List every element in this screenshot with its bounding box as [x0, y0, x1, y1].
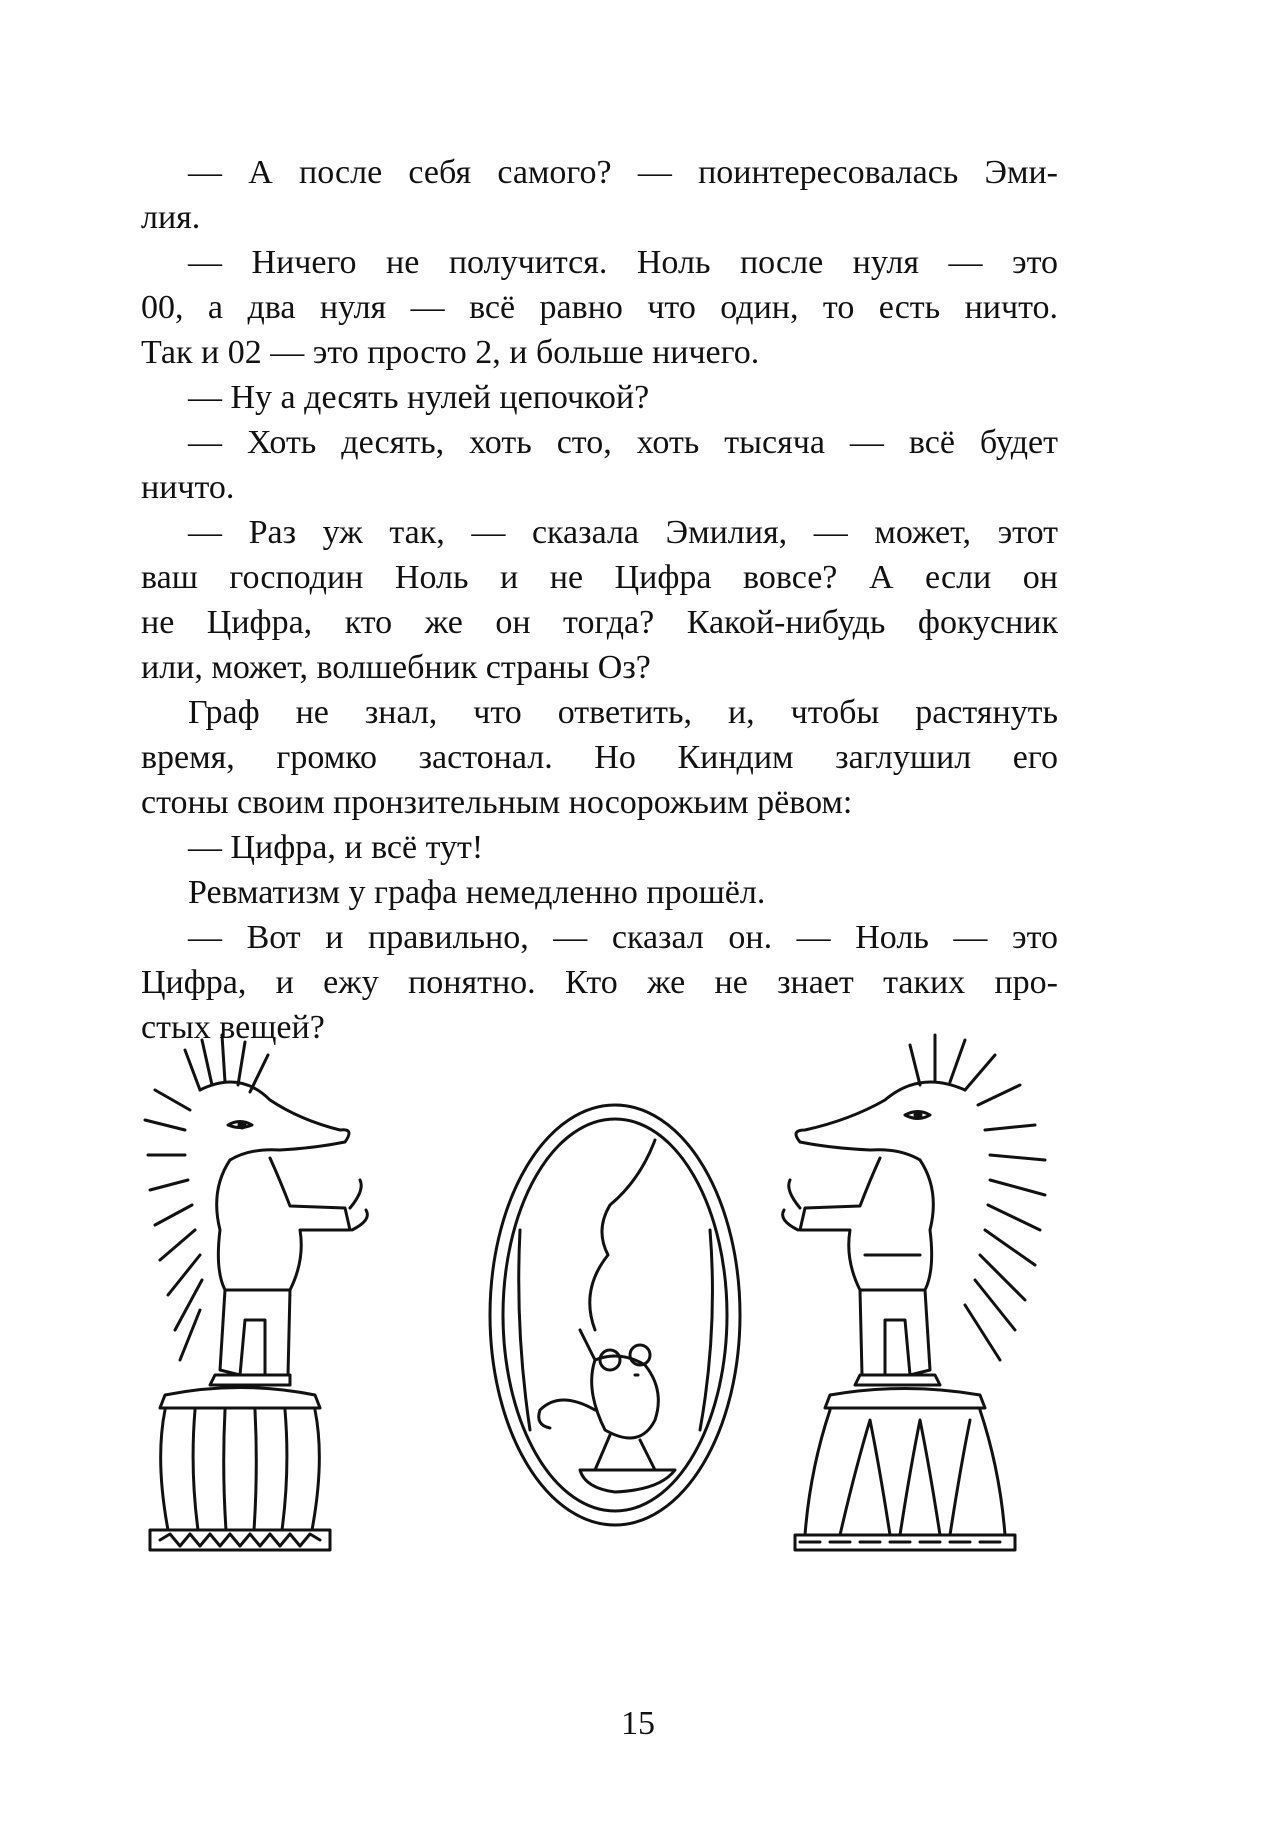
text-line: или, может, волшебник страны Оз?	[141, 649, 651, 686]
text-line: — А после себя самого? — поинтересовалась Эми-	[188, 154, 1058, 191]
text-line: Ревматизм у графа немедленно прошёл.	[188, 874, 766, 911]
text-line: время, громко застонал. Но Киндим заглушил его	[141, 739, 1058, 776]
text-line: стоны своим пронзительным носорожьим рёвом:	[141, 784, 853, 821]
text-line: Цифра, и ежу понятно. Кто же не знает таких про-	[141, 964, 1058, 1001]
text-line: — Вот и правильно, — сказал он. — Ноль — это	[188, 919, 1058, 956]
text-line: ваш господин Ноль и не Цифра вовсе? А если он	[141, 559, 1058, 596]
right-hedgehog-illustration	[783, 1035, 1045, 1550]
text-line: ничто.	[141, 469, 235, 506]
text-line: 00, а два нуля — всё равно что один, то есть ничто.	[141, 289, 1058, 326]
text-line: лия.	[141, 199, 201, 236]
text-line: — Ну а десять нулей цепочкой?	[188, 379, 650, 416]
text-line: — Раз уж так, — сказала Эмилия, — может, этот	[188, 514, 1058, 551]
text-line: стых вещей?	[141, 1009, 325, 1046]
text-line: — Цифра, и всё тут!	[188, 829, 484, 866]
mirror-illustration	[490, 1105, 740, 1525]
text-line: — Хоть десять, хоть сто, хоть тысяча — всё будет	[188, 424, 1058, 461]
left-hedgehog-illustration	[145, 1035, 367, 1550]
page-number: 15	[621, 1705, 655, 1742]
text-line: Граф не знал, что ответить, и, чтобы растянуть	[188, 694, 1058, 731]
body-text	[141, 150, 1058, 1050]
text-line: Так и 02 — это просто 2, и больше ничего.	[141, 334, 760, 371]
illustration-hedgehogs-mirror	[140, 1030, 1100, 1650]
text-line: не Цифра, кто же он тогда? Какой-нибудь фокусник	[141, 604, 1058, 641]
text-line: — Ничего не получится. Ноль после нуля — это	[188, 244, 1058, 281]
